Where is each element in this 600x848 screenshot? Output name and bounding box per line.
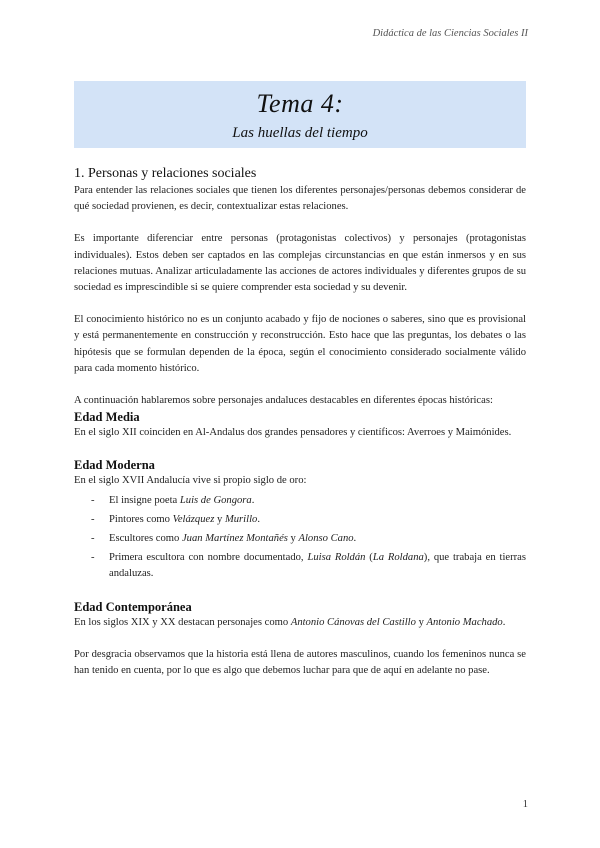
paragraph-context: Para entender las relaciones sociales que tienen los diferentes personajes/personas debemos considerar de qué sociedad provienen, es decir, contextualizar estas relaciones. <box>74 185 526 213</box>
heading-edad-media: Edad Media <box>74 410 140 425</box>
list-item: - Primera escultora con nombre documentado, Luisa Roldán (La Roldana), que trabaja en tierras andaluzas. <box>74 550 526 582</box>
page-number: 1 <box>522 799 528 810</box>
heading-edad-moderna: Edad Moderna <box>74 458 155 473</box>
document-body <box>74 165 526 679</box>
paragraph-closing: Por desgracia observamos que la historia está llena de autores masculinos, cuando los femeninos nunca se han tenido en cuenta, por lo que es algo que debemos luchar para que de aquí en adelante no pase. <box>74 648 526 677</box>
heading-edad-contemporanea: Edad Contemporánea <box>74 599 192 614</box>
page-subtitle: Las huellas del tiempo <box>232 125 368 141</box>
running-header: Didáctica de las Ciencias Sociales II <box>372 28 528 39</box>
paragraph-conocimiento: El conocimiento histórico no es un conjunto acabado y fijo de nociones o saberes, sino que es provisional y está permanentemente en construcción y reconstrucción. Esto hace que las preguntas, los debates o las hipótesis que se formulan dependen de la época, según el conocimiento considerado socialmente válido para cada momento histórico. <box>74 314 526 374</box>
list-item: - Pintores como Velázquez y Murillo. <box>74 512 526 528</box>
list-moderna <box>74 493 526 583</box>
list-item: - Escultores como Juan Martínez Montañés y Alonso Cano. <box>74 531 526 547</box>
page-title: Tema 4: <box>256 89 344 118</box>
paragraph-edad-contemporanea: En los siglos XIX y XX destacan personajes como Antonio Cánovas del Castillo y Antonio Machado. <box>74 616 506 628</box>
section-heading: 1. Personas y relaciones sociales <box>74 166 257 181</box>
title-banner <box>74 81 526 148</box>
list-item: - El insigne poeta Luis de Gongora. <box>74 493 526 509</box>
paragraph-intro-personajes: A continuación hablaremos sobre personajes andaluces destacables en diferentes épocas históricas: <box>74 395 493 407</box>
paragraph-edad-media: En el siglo XII coinciden en Al-Andalus dos grandes pensadores y científicos: Averroes y Maimónides. <box>74 427 512 439</box>
paragraph-edad-moderna: En el siglo XVII Andalucía vive si propio siglo de oro: <box>74 475 307 487</box>
paragraph-personas: Es importante diferenciar entre personas (protagonistas colectivos) y personajes (protagonistas individuales). Estos deben ser captados en las complejas circunstancias en que están inmersos y en sus relaciones mutuas. Analizar articuladamente las acciones de actores individuales y diferentes grupos de su sociedad es imprescindible si se quiere comprender esta sociedad y su devenir. <box>74 233 526 294</box>
